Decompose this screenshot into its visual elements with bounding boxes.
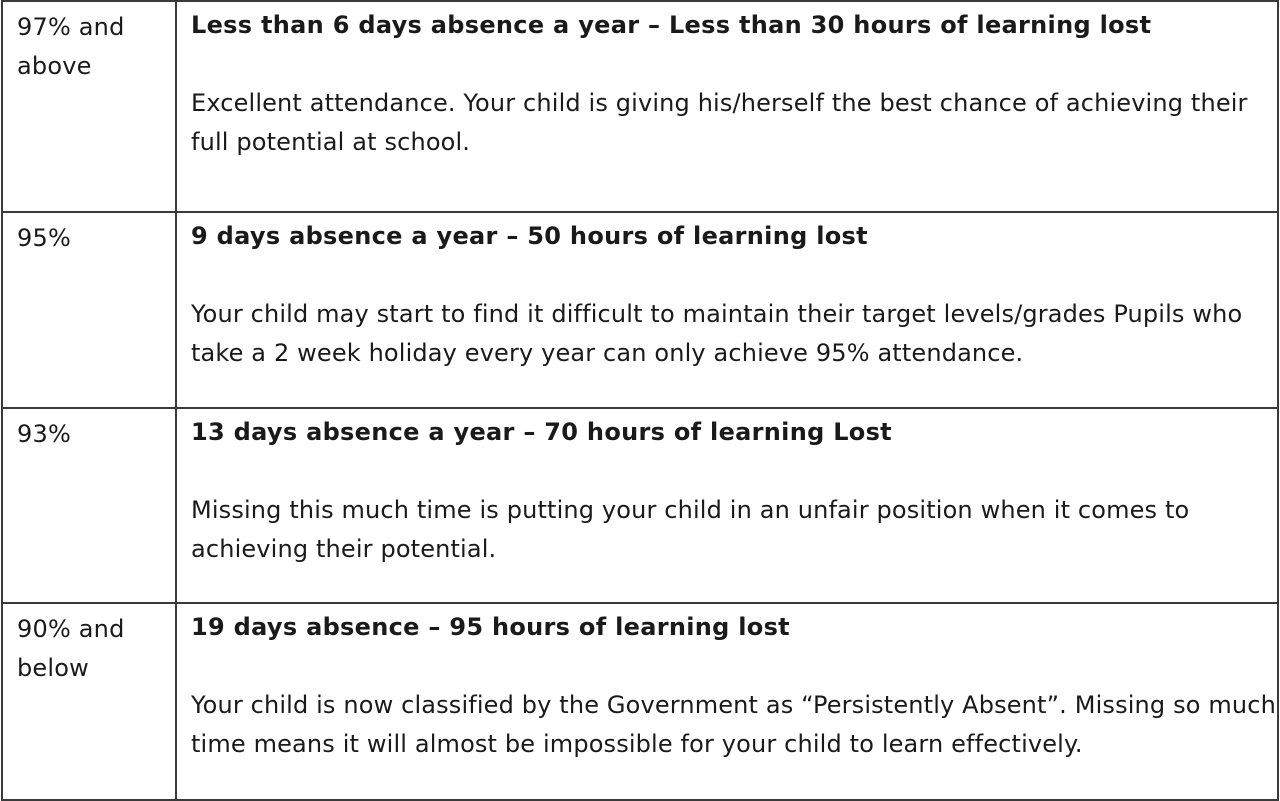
percentage-cell [2,408,176,603]
attendance-percentage: 90% and below [17,615,125,682]
description-cell [176,408,1278,603]
attendance-table [1,0,1279,801]
absence-description: Your child may start to find it difficult to maintain their target levels/grades Pupils who take a 2 week holiday every year can only achieve 95% attendance. [191,300,1243,367]
percentage-cell [2,212,176,408]
attendance-percentage: 93% [17,420,71,448]
table-row [2,603,1278,800]
absence-heading: 13 days absence a year – 70 hours of learning Lost [191,418,892,446]
absence-description: Your child is now classified by the Government as “Persistently Absent”. Missing so much time means it will almost be impossible for your child to learn effectively. [191,691,1276,758]
absence-description: Missing this much time is putting your child in an unfair position when it comes to achieving their potential. [191,496,1190,563]
absence-heading: Less than 6 days absence a year – Less than 30 hours of learning lost [191,11,1152,39]
table-row [2,408,1278,603]
table-row [2,212,1278,408]
description-cell [176,603,1278,800]
description-cell [176,1,1278,212]
attendance-percentage: 95% [17,224,71,252]
absence-heading: 9 days absence a year – 50 hours of learning lost [191,222,868,250]
absence-description: Excellent attendance. Your child is giving his/herself the best chance of achieving their full potential at school. [191,89,1248,156]
attendance-percentage: 97% and above [17,13,125,80]
description-cell [176,212,1278,408]
table-row [2,1,1278,212]
percentage-cell [2,1,176,212]
percentage-cell [2,603,176,800]
absence-heading: 19 days absence – 95 hours of learning lost [191,613,790,641]
